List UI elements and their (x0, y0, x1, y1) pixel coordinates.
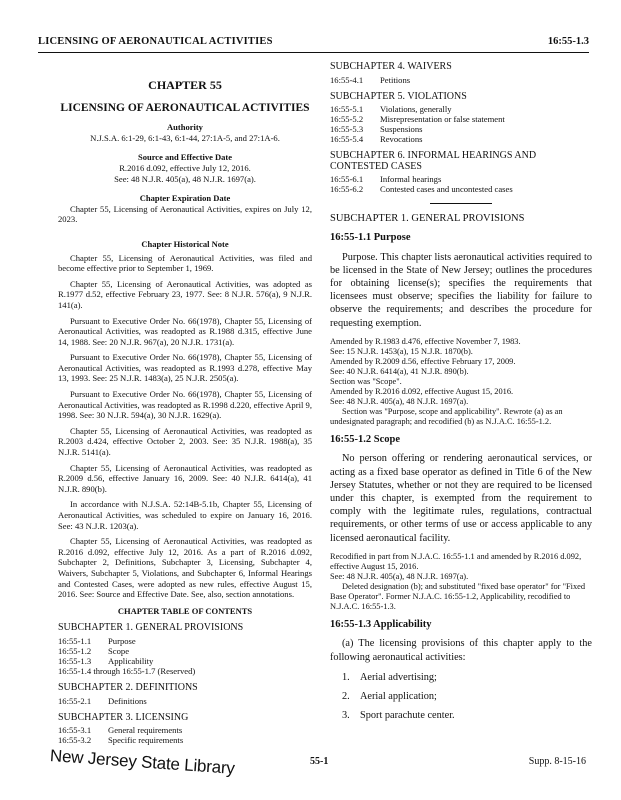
toc-section-number: 16:55-1.2 (58, 645, 92, 656)
toc-subchapter-heading: SUBCHAPTER 2. DEFINITIONS (58, 681, 198, 693)
list-item-text: Aerial advertising; (360, 671, 437, 683)
library-logo: New Jersey State Library (49, 746, 236, 778)
expiration-text: Chapter 55, Licensing of Aeronautical Activities, expires on July 12, 2023. (58, 203, 312, 225)
toc-section-title: Scope (108, 645, 130, 656)
list-item-number: 1. (342, 671, 350, 683)
history-note: In accordance with N.J.S.A. 52:14B-5.1b, Chapter 55, Licensing of Aeronautical Activities, was scheduled to expire on January 16, 2016. See: 43 N.J.R. 1203(a). (58, 499, 312, 531)
history-note: Amended by R.2009 d.56, effective February 17, 2009. (330, 356, 516, 366)
history-note: Pursuant to Executive Order No. 66(1978), Chapter 55, Licensing of Aeronautical Activities, was readopted as R.1993 d.278, effective May 13, 1993. See: 25 N.J.R. 1483(a), 25 N.J.R. 2505(a). (58, 352, 312, 384)
history-note: Section was "Purpose, scope and applicability". Rewrote (a) as an undesignated paragraph; and recodified (b) as N.J.A.C. 16:55-1.2. (330, 406, 563, 426)
toc-entry (58, 696, 312, 706)
history-note: Pursuant to Executive Order No. 66(1978), Chapter 55, Licensing of Aeronautical Activities, was readopted as R.1998 d.220, effective April 9, 1998. See: 30 N.J.R. 594(a), 30 N.J.R. 1629(a). (58, 389, 312, 421)
page-number: 55-1 (310, 756, 329, 767)
header-title: LICENSING OF AERONAUTICAL ACTIVITIES (38, 36, 273, 47)
toc-section-number: 16:55-3.2 (58, 735, 92, 746)
toc-section-number: 16:55-5.2 (330, 114, 364, 125)
toc-section-number: 16:55-5.1 (330, 104, 364, 115)
chapter-number: CHAPTER 55 (148, 78, 222, 92)
table-of-contents-continued (330, 62, 592, 194)
toc-section-title: Definitions (108, 695, 147, 706)
applicability-text: (a) The licensing provisions of this chapter apply to the following aeronautical activities: (330, 638, 592, 663)
toc-section-number: 16:55-1.4 through 16:55-1.7 (Reserved) (58, 665, 196, 676)
toc-entry (330, 104, 592, 114)
toc-heading: CHAPTER TABLE OF CONTENTS (117, 605, 253, 616)
history-note: See: 48 N.J.R. 405(a), 48 N.J.R. 1697(a). (330, 396, 469, 406)
toc-section-title: Revocations (380, 134, 423, 145)
running-header (38, 30, 589, 53)
history-note: See: 48 N.J.R. 405(a), 48 N.J.R. 1697(a). (330, 571, 469, 581)
toc-subchapter-heading: SUBCHAPTER 6. INFORMAL HEARINGS AND CONTESTED CASES (330, 150, 537, 172)
toc-entry (58, 666, 312, 676)
divider (430, 203, 492, 204)
toc-entry (330, 75, 592, 85)
history-note: Pursuant to Executive Order No. 66(1978), Chapter 55, Licensing of Aeronautical Activities, was readopted as R.1988 d.315, effective June 14, 1988. See: 20 N.J.R. 967(a), 20 N.J.R. 1731(a). (58, 315, 312, 347)
history-note: Amended by R.2016 d.092, effective August 15, 2016. (330, 386, 514, 396)
toc-section-title: Violations, generally (380, 104, 452, 115)
section-heading-scope: 16:55-1.2 Scope (330, 433, 400, 445)
authority-text: N.J.S.A. 6:1-29, 6:1-43, 6:1-44, 27:1A-5, and 27:1A-6. (90, 132, 280, 143)
applicability-list (330, 671, 592, 722)
toc-entry (58, 636, 312, 646)
toc-section-title: Applicability (108, 655, 154, 666)
list-item-text: Sport parachute center. (360, 709, 455, 721)
toc-subchapter-heading: SUBCHAPTER 3. LICENSING (58, 711, 189, 723)
list-item (342, 709, 592, 722)
toc-entry (58, 656, 312, 666)
toc-section-title: Informal hearings (380, 174, 442, 185)
purpose-text: Purpose. This chapter lists aeronautical activities required to be licensed in the State of New Jersey; outlines the procedures for obtaining license(s); specifies the requirements that licensees must observe; specifies the liability for failure to observe the requirements; and describes the procedure for requesting exemption. (330, 251, 592, 329)
toc-subchapter-heading: SUBCHAPTER 5. VIOLATIONS (330, 90, 467, 102)
toc-section-number: 16:55-3.1 (58, 725, 92, 736)
authority-heading: Authority (167, 122, 203, 133)
history-note: See: 40 N.J.R. 6414(a), 41 N.J.R. 890(b). (330, 366, 469, 376)
toc-section-title: Petitions (380, 74, 411, 85)
left-column (58, 62, 312, 745)
toc-section-number: 16:55-5.3 (330, 124, 364, 135)
history-note: Chapter 55, Licensing of Aeronautical Activities, was readopted as R.2016 d.092, effective July 12, 2016. As a part of R.2016 d.092, Subchapter 2, Definitions, Subchapter 3, Licensing, Subchapter 4, Waivers, Subchapter 5, Violations, and Subchapter 6, Informal Hearings and Contested Cases, were adopted as new rules, effective August 15, 2016. See: Source and Effective Date. See, also, section annotations. (58, 536, 312, 600)
toc-section-title: Specific requirements (108, 735, 184, 746)
toc-entry (330, 114, 592, 124)
toc-entry (330, 174, 592, 184)
toc-section-title: Suspensions (380, 124, 423, 135)
toc-section-title: Misrepresentation or false statement (380, 114, 505, 125)
toc-section-number: 16:55-5.4 (330, 134, 364, 145)
source-heading: Source and Effective Date (137, 152, 233, 163)
toc-section-title: Contested cases and uncontested cases (380, 184, 513, 195)
toc-section-number: 16:55-6.1 (330, 174, 364, 185)
history-note: Amended by R.1983 d.476, effective November 7, 1983. (330, 336, 521, 346)
source-line-1: R.2016 d.092, effective July 12, 2016. (119, 162, 251, 173)
toc-section-title: General requirements (108, 725, 183, 736)
list-item-text: Aerial application; (360, 690, 437, 702)
toc-entry (58, 725, 312, 735)
section-heading-purpose: 16:55-1.1 Purpose (330, 231, 411, 243)
toc-section-number: 16:55-1.3 (58, 655, 92, 666)
toc-entry (330, 134, 592, 144)
toc-subchapter-heading: SUBCHAPTER 4. WAIVERS (330, 61, 452, 72)
history-note: Chapter 55, Licensing of Aeronautical Activities, was adopted as R.1977 d.52, effective February 23, 1977. See: 8 N.J.R. 576(a), 9 N.J.R. 141(a). (58, 278, 312, 310)
right-column (330, 62, 592, 728)
supplement-date: Supp. 8-15-16 (528, 756, 586, 767)
history-notes (58, 253, 312, 600)
scope-notes (330, 552, 592, 612)
toc-subchapter-heading: SUBCHAPTER 1. GENERAL PROVISIONS (58, 622, 244, 634)
chapter-title: LICENSING OF AERONAUTICAL ACTIVITIES (60, 101, 310, 114)
toc-entry (58, 735, 312, 745)
toc-entry (330, 124, 592, 134)
source-line-2: See: 48 N.J.R. 405(a), 48 N.J.R. 1697(a). (114, 173, 256, 184)
table-of-contents (58, 623, 312, 745)
history-note: Deleted designation (b); and substituted "fixed base operator" for "Fixed Base Operator". Former N.J.A.C. 16:55-1.2, Applicability, recodified to N.J.A.C. 16:55-1.3. (330, 581, 586, 611)
toc-section-title: Purpose (108, 635, 136, 646)
list-item-number: 2. (342, 690, 350, 702)
history-heading: Chapter Historical Note (141, 238, 229, 249)
toc-section-number: 16:55-6.2 (330, 184, 364, 195)
toc-section-number: 16:55-4.1 (330, 74, 364, 85)
history-note: Chapter 55, Licensing of Aeronautical Activities, was readopted as R.2009 d.56, effective January 16, 2009. See: 40 N.J.R. 6414(a), 41 N.J.R. 890(b). (58, 462, 312, 494)
expiration-heading: Chapter Expiration Date (139, 193, 231, 204)
list-item (342, 690, 592, 703)
history-note: Recodified in part from N.J.A.C. 16:55-1.1 and amended by R.2016 d.092, effective August 15, 2016. (330, 551, 582, 571)
toc-section-number: 16:55-1.1 (58, 635, 92, 646)
history-note: See: 15 N.J.R. 1453(a), 15 N.J.R. 1870(b). (330, 346, 473, 356)
page-footer (0, 746, 621, 782)
toc-entry (330, 184, 592, 194)
scope-text: No person offering or rendering aeronautical services, or acting as a fixed base operator as defined in Title 6 of the New Jersey Statutes, whether or not they are required to be licensed under this chapter, is exempted from the requirement to comply with the legitimate rules, regulations, contractual requirements, or other terms of use or access applicable to any licensed aeronautical facility. (330, 453, 592, 544)
header-section-number: 16:55-1.3 (547, 36, 589, 47)
subchapter-heading: SUBCHAPTER 1. GENERAL PROVISIONS (330, 213, 525, 225)
history-note: Chapter 55, Licensing of Aeronautical Activities, was readopted as R.2003 d.424, effective October 2, 2003. See: 35 N.J.R. 1988(a), 35 N.J.R. 5141(a). (58, 425, 312, 458)
section-heading-applicability: 16:55-1.3 Applicability (330, 618, 432, 630)
purpose-notes (330, 337, 592, 427)
list-item (342, 671, 592, 684)
list-item-number: 3. (342, 709, 350, 721)
toc-entry (58, 646, 312, 656)
toc-section-number: 16:55-2.1 (58, 695, 92, 706)
history-note: Chapter 55, Licensing of Aeronautical Activities, was filed and become effective prior to September 1, 1969. (58, 252, 312, 274)
history-note: Section was "Scope". (330, 376, 402, 386)
